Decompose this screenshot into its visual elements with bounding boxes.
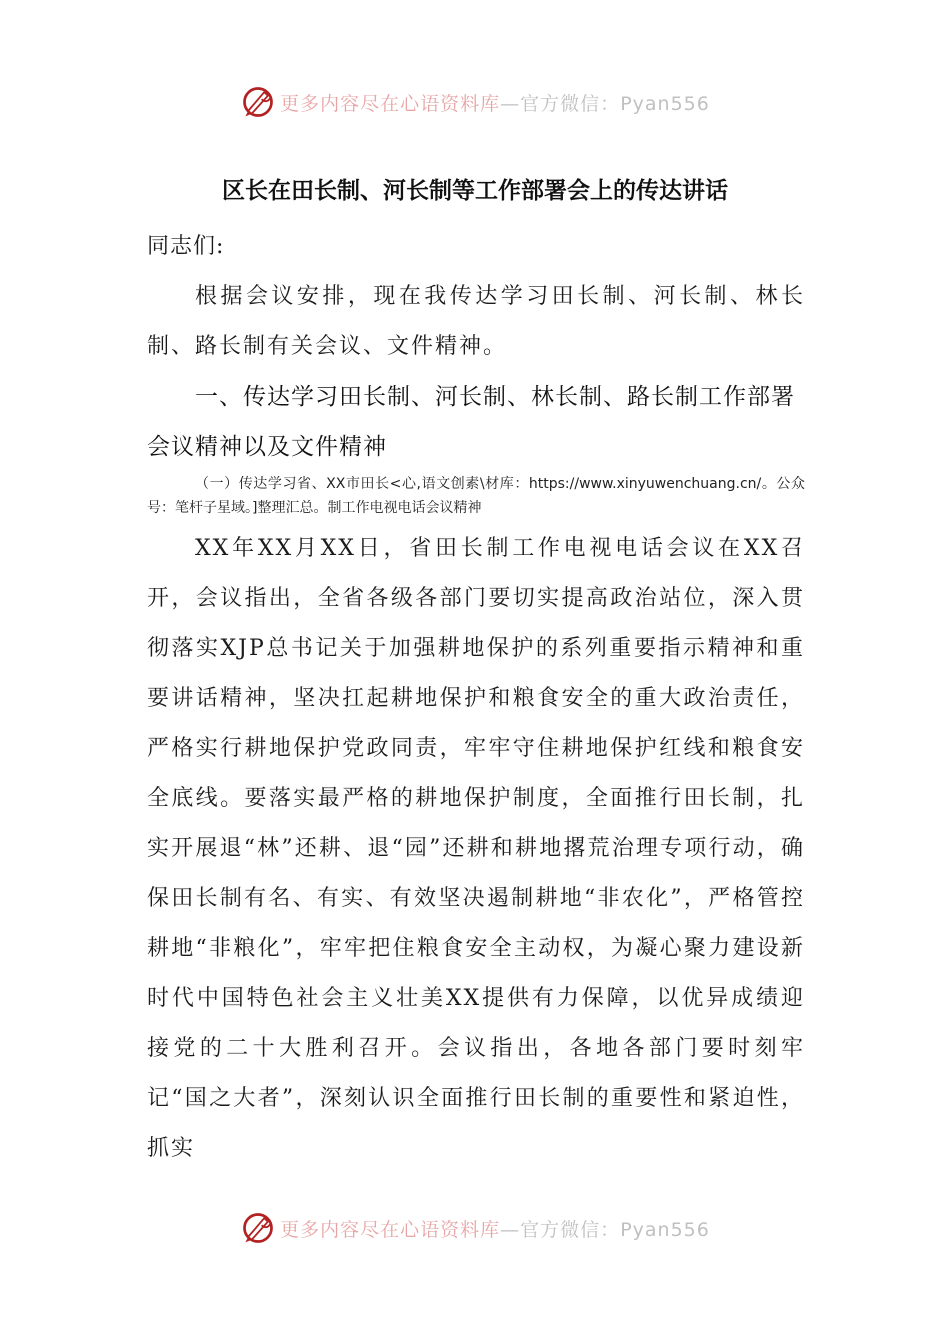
section-heading-1: 一、传达学习田长制、河长制、林长制、路长制工作部署会议精神以及文件精神 [147,384,795,460]
watermark-main: 更多内容尽在心语资料库 [280,92,501,115]
document-title: 区长在田长制、河长制等工作部署会上的传达讲话 [222,177,728,204]
header-watermark [0,82,950,122]
body-paragraph: XX年XX月XX日，省田长制工作电视电话会议在XX召开，会议指出，全省各级各部门要切实提高政治站位，深入贯彻落实XJP总书记关于加强耕地保护的系列重要指示精神和重要讲话精神，坚决扛起耕地保护和粮食安全的重大政治责任，严格实行耕地保护党政同责，牢牢守住耕地保护红线和粮食安全底线。要落实最严格的耕地保护制度，全面推行田长制，扎实开展退“林”还耕、退“园”还耕和耕地撂荒治理专项行动，确保田长制有名、有实、有效坚决遏制耕地“非农化”，严格管控耕地“非粮化”，牢牢把住粮食安全主动权，为凝心聚力建设新时代中国特色社会主义壮美XX提供有力保障，以优异成绩迎接党的二十大胜利召开。会议指出，各地各部门要时刻牢记“国之大者”，深刻认识全面推行田长制的重要性和紧迫性，抓实 [147,536,805,1161]
pen-seal-logo-icon [240,84,276,120]
watermark-tail: 官方微信： [520,1218,621,1241]
watermark-text [280,1215,710,1242]
greeting: 同志们: [147,234,225,259]
intro-paragraph: 根据会议安排，现在我传达学习田长制、河长制、林长制、路长制有关会议、文件精神。 [147,284,805,359]
watermark-separator: — [500,92,521,115]
document-body [147,222,805,1174]
watermark-wechat-id: Pyan556 [620,92,710,115]
subsection-heading-1: （一）传达学习省、XX市田长<心,语文创素\材库：https://www.xinyuwenchuang.cn/。公众号：笔杆子星域。]整理汇总。制工作电视电话会议精神 [147,476,805,516]
pen-seal-logo-icon [240,1210,276,1246]
watermark-tail: 官方微信： [520,92,621,115]
watermark-separator: — [500,1218,521,1241]
footer-watermark [0,1208,950,1248]
watermark-wechat-id: Pyan556 [620,1218,710,1241]
watermark-text [280,89,710,116]
watermark-main: 更多内容尽在心语资料库 [280,1218,501,1241]
